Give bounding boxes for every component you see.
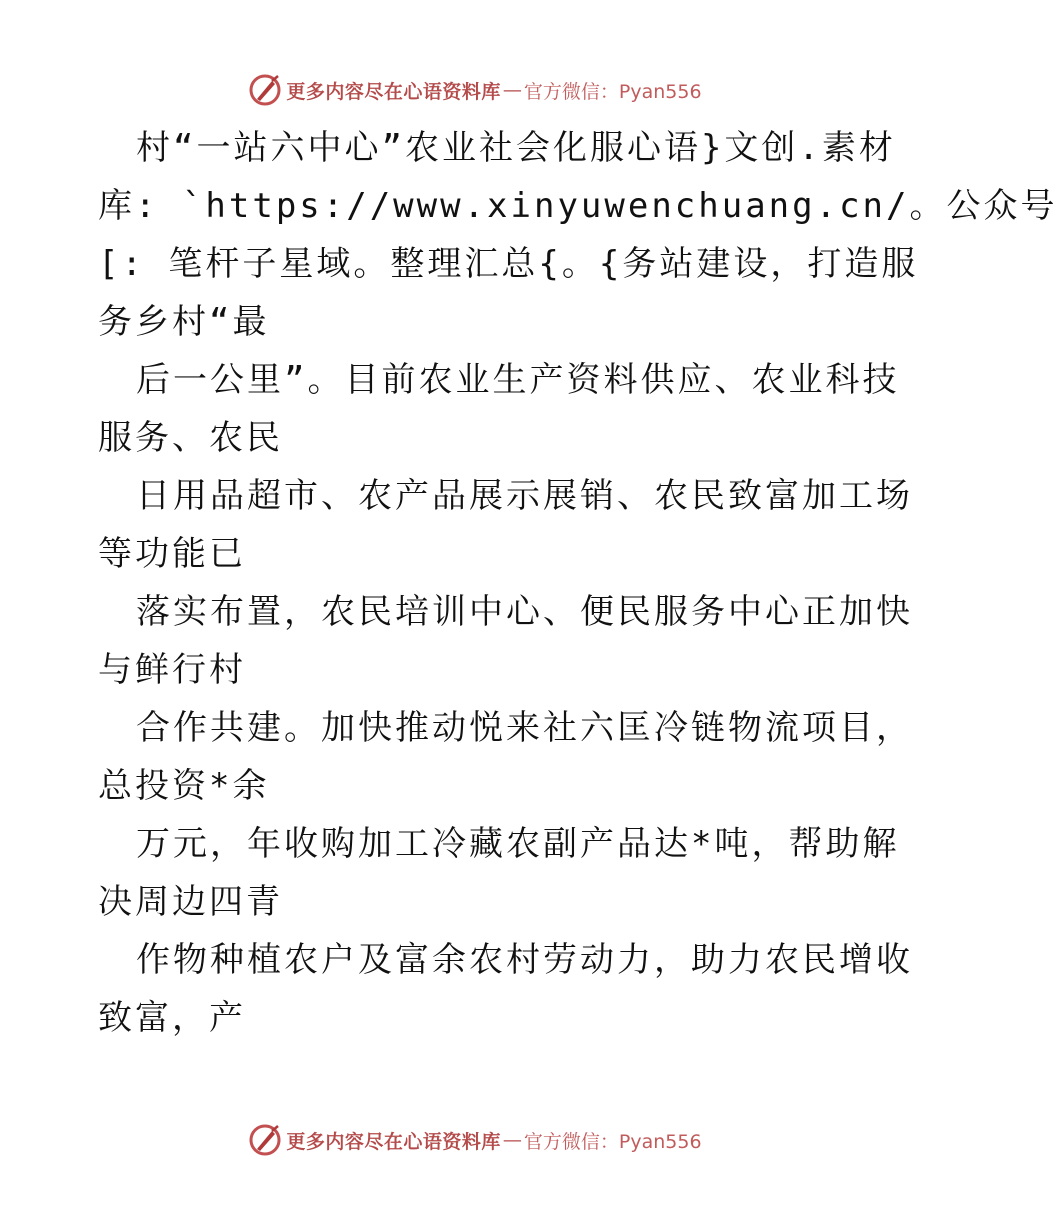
body-line: 等功能已 bbox=[98, 534, 246, 574]
body-line: 总投资*余 bbox=[98, 766, 270, 806]
quill-logo-icon bbox=[248, 1123, 282, 1157]
banner-text: 更多内容尽在心语资料库 bbox=[286, 80, 501, 103]
body-line: 落实布置，农民培训中心、便民服务中心正加快 bbox=[136, 592, 913, 632]
header-banner bbox=[0, 68, 950, 112]
body-line: 库: `https://www.xinyuwenchuang.cn/。公众号 bbox=[98, 186, 1058, 226]
banner-dash: — bbox=[502, 79, 522, 101]
quill-logo-icon bbox=[248, 73, 282, 107]
banner-contact: 官方微信：Pyan556 bbox=[523, 1130, 702, 1153]
body-line: 后一公里”。目前农业生产资料供应、农业科技 bbox=[136, 360, 900, 400]
footer-banner bbox=[0, 1118, 950, 1162]
banner-contact: 官方微信：Pyan556 bbox=[523, 80, 702, 103]
banner-dash: — bbox=[502, 1129, 522, 1151]
body-line: 与鲜行村 bbox=[98, 650, 246, 690]
body-line: 万元，年收购加工冷藏农副产品达*吨，帮助解 bbox=[136, 824, 900, 864]
body-line: 务乡村“最 bbox=[98, 302, 270, 342]
body-line: 致富，产 bbox=[98, 998, 246, 1038]
banner-text: 更多内容尽在心语资料库 bbox=[286, 1130, 501, 1153]
body-line: 日用品超市、农产品展示展销、农民致富加工场 bbox=[136, 476, 913, 516]
body-line: 村“一站六中心”农业社会化服心语}文创.素材 bbox=[136, 128, 896, 168]
body-line: 作物种植农户及富余农村劳动力，助力农民增收 bbox=[136, 940, 913, 980]
body-line: 合作共建。加快推动悦来社六匡冷链物流项目， bbox=[136, 708, 913, 748]
body-line: 服务、农民 bbox=[98, 418, 283, 458]
body-line: 决周边四青 bbox=[98, 882, 283, 922]
body-line: [: 笔杆子星域。整理汇总{。{务站建设，打造服 bbox=[98, 244, 919, 284]
